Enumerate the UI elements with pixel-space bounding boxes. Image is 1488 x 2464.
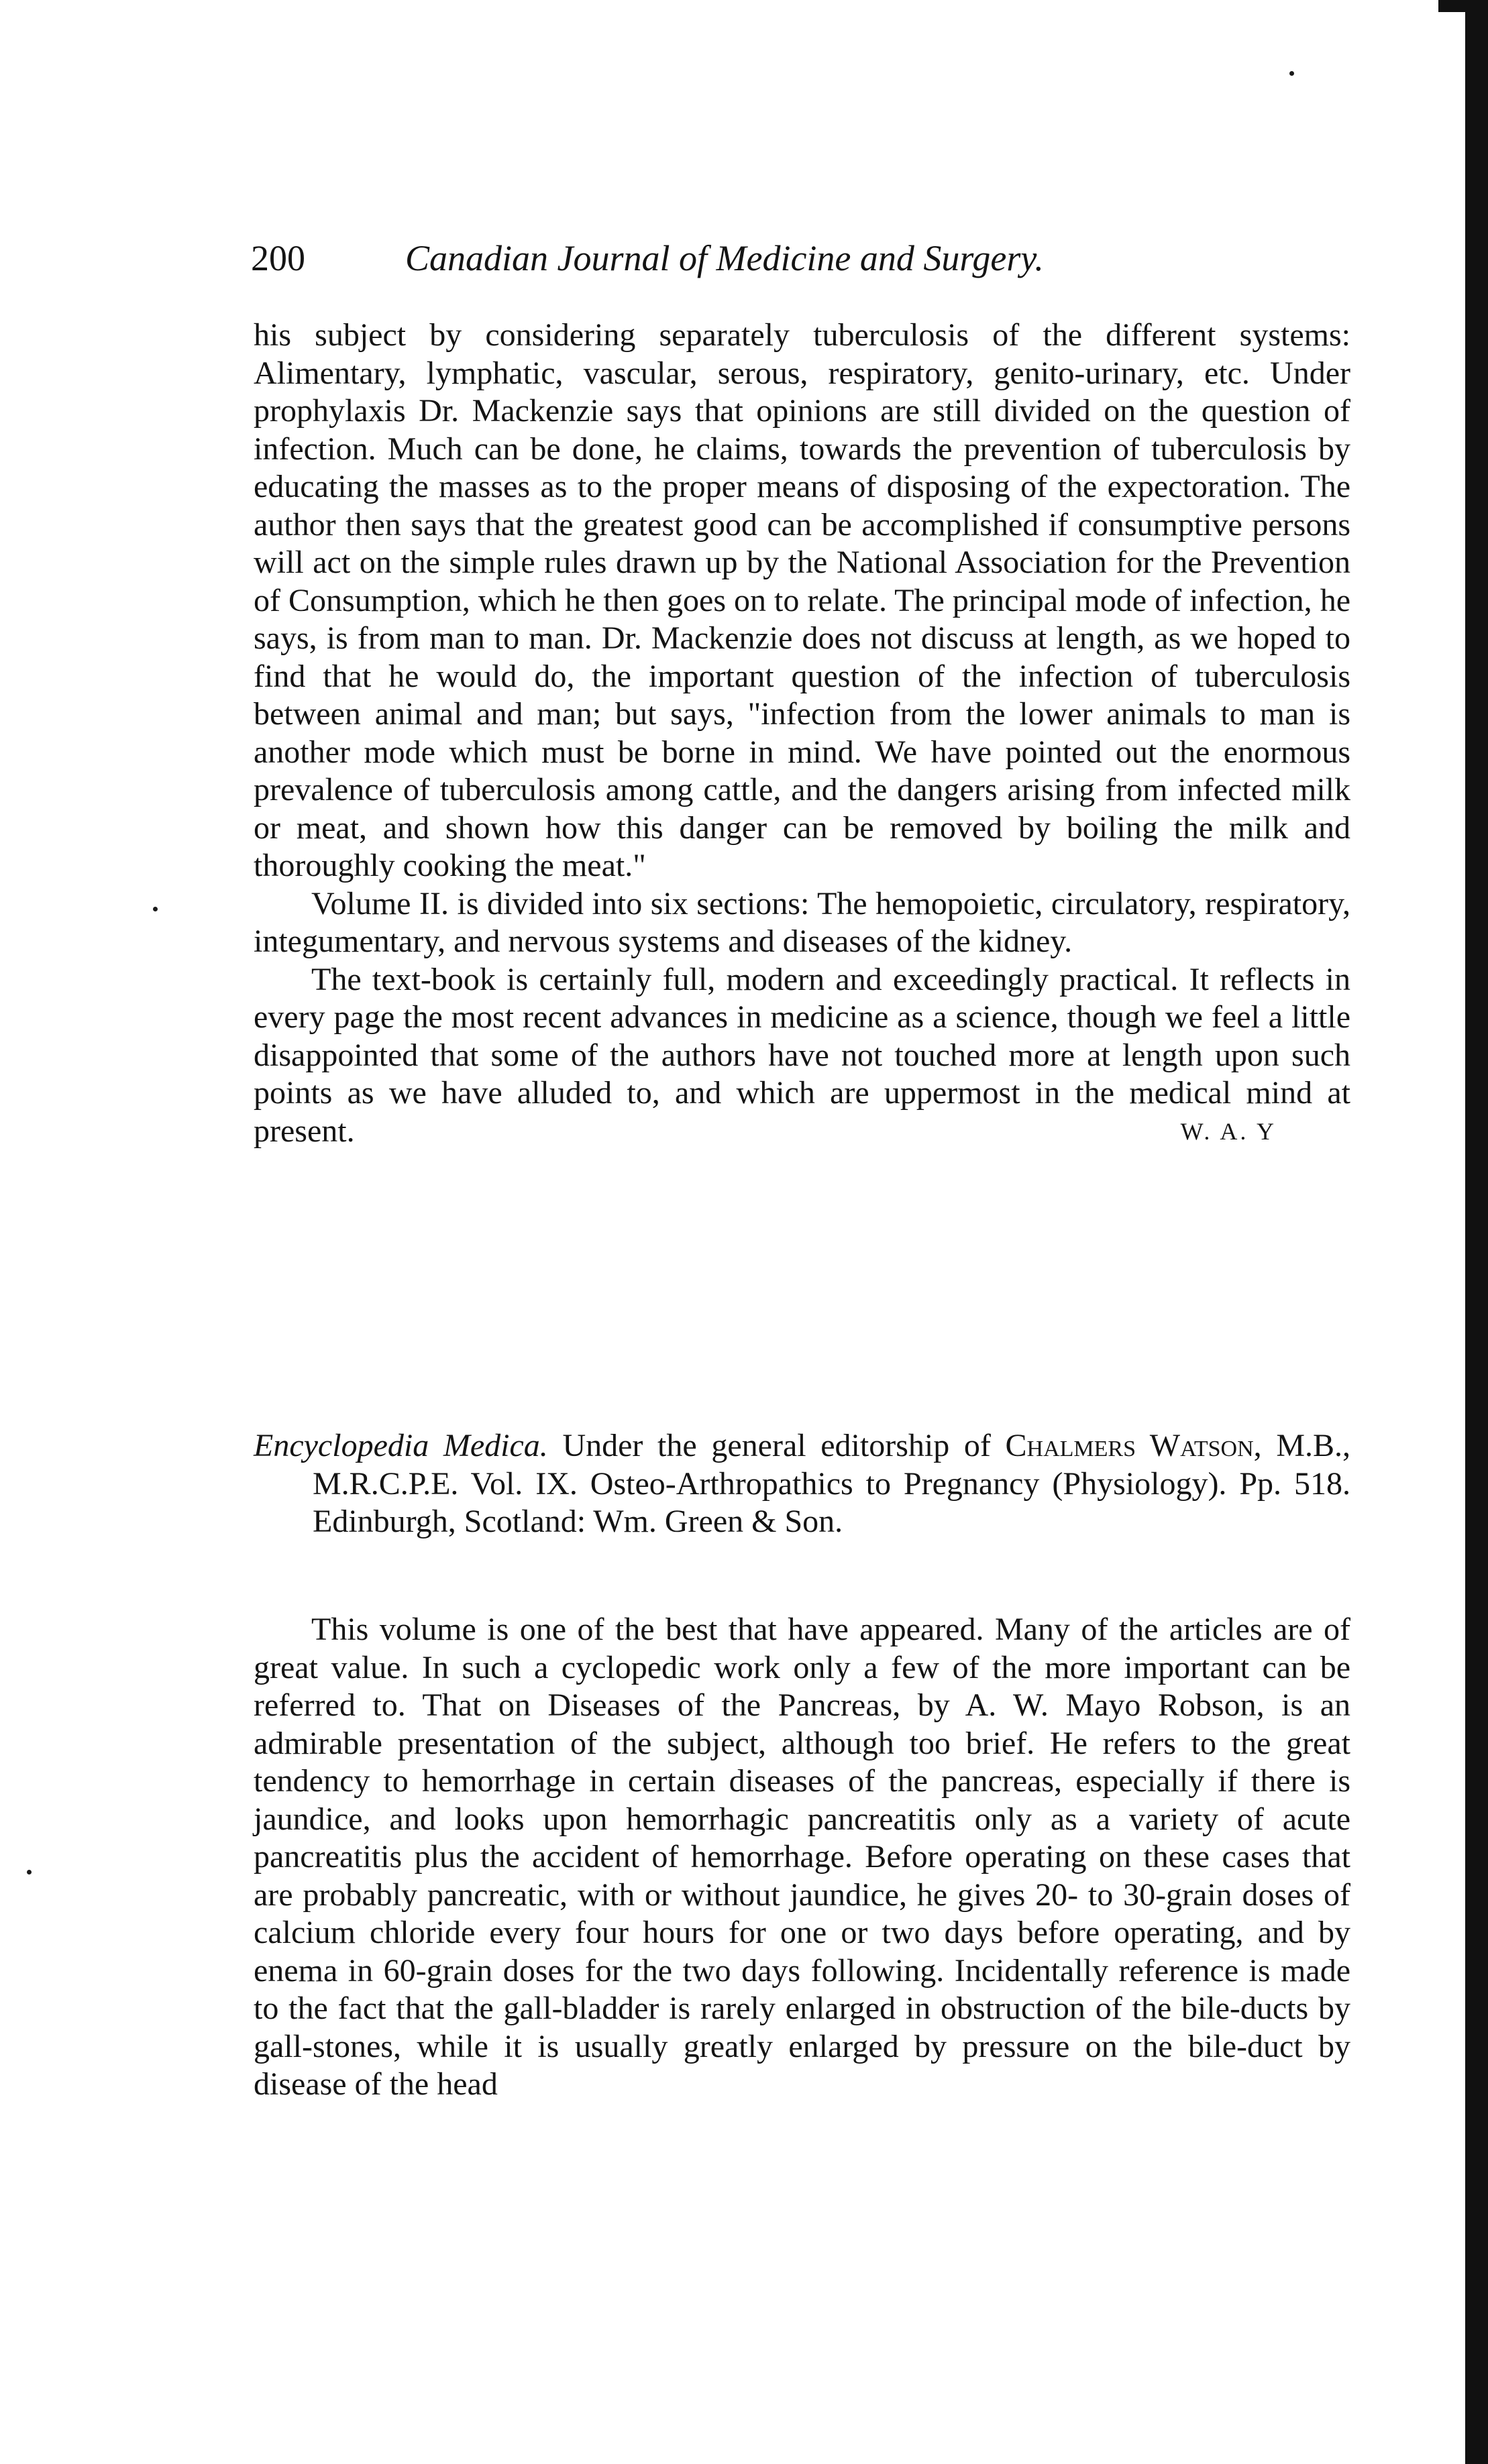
scan-speck — [1289, 71, 1294, 76]
heading-lead: Under the general editorship of — [562, 1428, 991, 1463]
running-header — [251, 231, 1351, 285]
book-review-heading — [254, 1427, 1350, 1541]
scanned-page-edge — [1465, 0, 1488, 2464]
scanned-edge-notch — [1438, 0, 1465, 12]
body-paragraph: his subject by considering separately tuberculosis of the different systems: Alimentary, lymphatic, vascular, serous, respiratory, genito-urinary, etc. Under prophylaxis Dr. Mackenzie says that opinions are still divided on the question of infection. Much can be done, he claims, towards the prevention of tuberculosis by educating the masses as to the proper means of disposing of the expectoration. The author then says that the greatest good can be accomplished if consumptive persons will act on the simple rules drawn up by the National Association for the Prevention of Consumption, which he then goes on to relate. The principal mode of infection, he says, is from man to man. Dr. Mackenzie does not discuss at length, as we hoped to find that he would do, the important question of the infection of tuberculosis between animal and man; but says, "infection from the lower animals to man is another mode which must be borne in mind. We have pointed out the enormous prevalence of tuberculosis among cattle, and the dangers arising from infected milk or meat, and shown how this danger can be removed by boiling the milk and thoroughly cooking the meat." — [254, 317, 1350, 883]
book-title: Encyclopedia Medica. — [254, 1428, 548, 1463]
running-title: Canadian Journal of Medicine and Surgery. — [405, 238, 1044, 278]
editor-name: Chalmers Watson, — [1005, 1428, 1262, 1463]
scan-speck — [27, 1870, 32, 1874]
body-paragraph: This volume is one of the best that have appeared. Many of the articles are of great value. In such a cyclopedic work only a few of the more important can be referred to. That on Diseases of the Pancreas, by A. W. Mayo Robson, is an admirable presentation of the subject, although too brief. He refers to the great tendency to hemorrhage in certain diseases of the pancreas, especially if there is jaundice, and looks upon hemorrhagic pancreatitis only as a variety of acute pancreatitis plus the accident of hemorrhage. Before operating on these cases that are probably pancreatic, with or without jaundice, he gives 20- to 30-grain doses of calcium chloride every four hours for one or two days before operating, and by enema in 60-grain doses for the two days following. Incidentally reference is made to the fact that the gall-bladder is rarely enlarged in obstruction of the bile-ducts by gall-stones, while it is usually greatly enlarged by pressure on the bile-duct by disease of the head — [254, 1612, 1350, 2102]
page-number: 200 — [251, 238, 305, 278]
book-details: M.B., M.R.C.P.E. Vol. IX. Osteo-Arthropathics to Pregnancy (Physiology). Pp. 518. Edinburgh, Scotland: Wm. Green & Son. — [313, 1428, 1351, 1539]
body-paragraph: The text-book is certainly full, modern and exceedingly practical. It reflects in every page the most recent advances in medicine as a science, though we feel a little disappointed that some of the authors have not touched more at length upon such points as we have alluded to, and which are uppermost in the medical mind at present. — [254, 961, 1350, 1149]
body-paragraph: Volume II. is divided into six sections: The hemopoietic, circulatory, respiratory, integumentary, and nervous systems and diseases of the kidney. — [254, 885, 1350, 959]
review-two-body — [254, 1611, 1350, 2104]
scan-speck — [153, 907, 158, 911]
review-one-continuation — [254, 317, 1350, 1151]
reviewer-signature: W. A. Y — [1180, 1118, 1277, 1145]
